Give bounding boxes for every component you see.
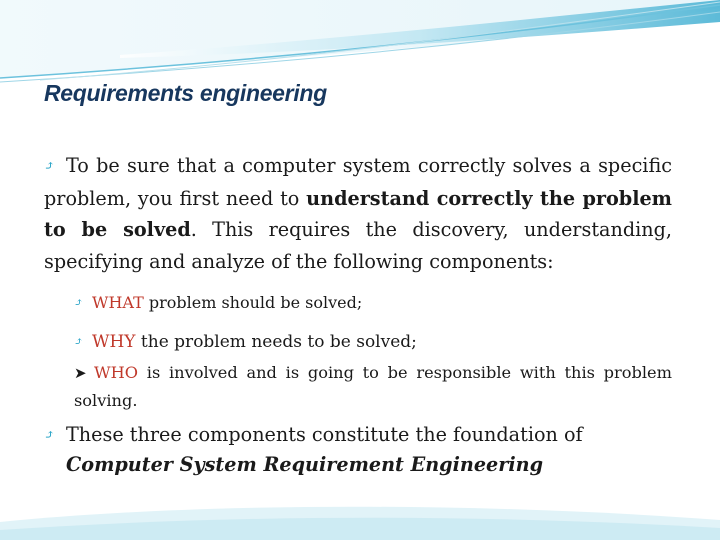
bullet-intro-text-1: To be sure that a computer system correctly solves a specific problem, you first need to (44, 154, 672, 210)
bottom-wave-decoration (0, 492, 720, 540)
bullet-intro (44, 150, 672, 277)
curved-arrow-bullet-icon: ⤴ (74, 335, 84, 348)
bullet-intro-emphasis: understand correctly the problem to be solved (44, 186, 672, 241)
curved-arrow-bullet-icon: ⤴ (74, 296, 84, 309)
keyword-why: WHY (92, 332, 136, 352)
sub-bullet-why (74, 328, 672, 356)
sub-bullet-what (74, 289, 672, 316)
curved-arrow-bullet-icon: ⤴ (44, 428, 55, 443)
keyword-what: WHAT (92, 293, 144, 312)
sub-bullet-what-text: problem should be solved; (143, 293, 363, 312)
slide-title: Requirements engineering (44, 80, 327, 106)
sub-bullet-who-text: is involved and is going to be responsible with this problem solving. (74, 363, 672, 410)
sub-bullet-why-text: the problem needs to be solved; (135, 332, 417, 352)
bullet-conclusion-emphasis: Computer System Requirement Engineering (66, 453, 543, 476)
sub-bullet-who (74, 359, 672, 415)
arrowhead-bullet-icon: ➤ (74, 364, 87, 382)
curved-arrow-bullet-icon: ⤴ (44, 159, 55, 174)
bullet-conclusion (44, 420, 672, 479)
keyword-who: WHO (94, 363, 139, 382)
bullet-conclusion-text: These three components constitute the foundation of (66, 423, 583, 446)
bullet-intro-text-2: . This requires the discovery, understanding, specifying and analyze of the following components: (44, 218, 672, 273)
